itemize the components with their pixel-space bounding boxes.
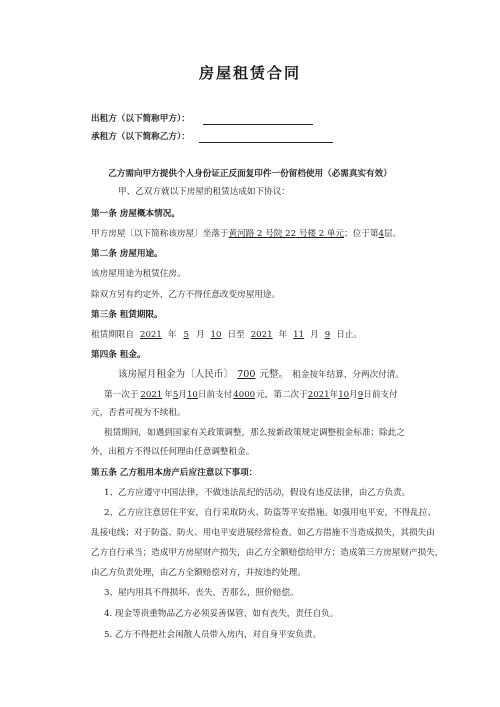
term-text: 租赁期限自 xyxy=(91,330,134,340)
article-1-prefix: 甲方房屋〔以下简称该房屋〕坐落于 xyxy=(91,229,229,239)
article-1-mid: ；位于第 xyxy=(344,229,379,239)
article-4-heading: 第四条 租金。 xyxy=(91,350,146,360)
intro-text: 甲、乙双方就以下房屋的租赁达成如下协议： xyxy=(118,187,290,197)
item-2-line-3: 乙方自行承当；造成甲方房屋财产损失，由乙方全额赔偿给甲方；造成第三方房屋财产损失， xyxy=(91,548,444,558)
rent-adjust-line-1: 租赁期间，如遇到国家有关政策调整，那么按新政策规定调整租金标准；除此之 xyxy=(104,428,405,438)
article-1-heading: 第一条 房屋概本情况。 xyxy=(91,209,180,219)
article-2-heading: 第二条 房屋用途。 xyxy=(91,249,163,259)
start-year: 2021 xyxy=(139,330,162,340)
payment-text: 月 xyxy=(178,390,187,400)
payment-text: 第一次于 xyxy=(104,390,139,400)
item-1: 1、乙方应遵守中国法律，不做违法乱纪的活动，假设有违反法律，由乙方负责。 xyxy=(104,488,411,498)
term-text: 年 xyxy=(167,330,177,340)
end-day: 9 xyxy=(324,330,331,340)
start-month: 5 xyxy=(183,330,189,340)
item-2-line-1: 2、乙方应注意居住平安，自行采取防火、防盗等平安措施。如强用电平安，不得乱拉、 xyxy=(104,508,437,518)
article-1-suffix: 层。 xyxy=(383,229,402,239)
first-pay-year: 2021 xyxy=(140,390,163,400)
first-pay-day: 10 xyxy=(186,390,198,400)
lessor-label: 出租方（以下简称甲方）： xyxy=(91,114,190,124)
article-3-heading: 第三条 租赁期限。 xyxy=(91,310,163,320)
payment-schedule-line-2: 元，否者可视为不续租。 xyxy=(91,408,186,418)
term-text: 日至 xyxy=(227,330,245,340)
lessee-line xyxy=(91,131,333,143)
payment-text: 日前支付 xyxy=(197,390,233,400)
article-5-heading: 第五条 乙方租用本房产后应注意以下事项： xyxy=(91,468,258,478)
id-copy-notice: 乙方需向甲方提供个人身份证正反面复印件一份留档使用（必需真实有效） xyxy=(108,169,392,179)
end-year: 2021 xyxy=(250,330,273,340)
item-3: 3、屋内用具不得损坏、丧失，否那么，照价赔偿。 xyxy=(104,588,299,598)
lessee-blank[interactable] xyxy=(199,132,333,143)
payment-text: 月 xyxy=(349,390,358,400)
rent-note: 租金按年结算，分两次付清。 xyxy=(292,370,404,380)
item-2-line-2: 乱接电线；对于防盗、防火、用电平安进展经常检查。如乙方措施不当造成损失，其损失由 xyxy=(91,528,435,538)
rent-suffix: 元整。 xyxy=(259,369,289,380)
payment-text: 日前支付 xyxy=(363,390,398,400)
item-5: 5. 乙方不得把社会闲散人员带入房内，对自身平安负责。 xyxy=(104,630,322,640)
term-text: 日止。 xyxy=(336,330,362,340)
rent-amount: 700 xyxy=(237,369,256,380)
term-text: 年 xyxy=(278,330,288,340)
second-pay-year: 2021 xyxy=(307,390,330,400)
first-pay-month: 5 xyxy=(172,390,179,400)
item-2-line-4: 由乙方负责处理，由乙方全额赔偿对方，并按违约处理。 xyxy=(91,568,306,578)
payment-text: 年 xyxy=(329,390,339,400)
payment-text: 元，第二次于 xyxy=(256,390,308,400)
rent-prefix: 该房屋月租金为〔人民币〕 xyxy=(118,369,234,380)
second-pay-month: 10 xyxy=(338,390,350,400)
first-pay-amount: 4000 xyxy=(233,390,256,400)
rent-adjust-line-2: 外，出租方不得以任何理由任意调整租金。 xyxy=(91,447,255,457)
start-day: 10 xyxy=(210,330,222,340)
property-address: 黄河路 2 号院 22 号楼 2 单元 xyxy=(228,229,345,239)
term-text: 月 xyxy=(195,330,205,340)
payment-schedule-line xyxy=(104,389,398,401)
lessor-blank[interactable] xyxy=(203,114,313,125)
second-pay-day: 9 xyxy=(357,390,364,400)
lessor-line xyxy=(91,113,313,125)
term-text: 月 xyxy=(310,330,319,340)
item-4: 4. 现金等贵重物品乙方必须妥善保管，如有丧失，责任自负。 xyxy=(104,609,339,619)
document-title: 房屋租赁合同 xyxy=(198,64,301,82)
article-2-text-2: 除双方另有约定外，乙方不得任意改变房屋用途。 xyxy=(91,290,281,300)
lessee-label: 承租方（以下简称乙方）： xyxy=(91,132,190,142)
lease-term-text xyxy=(91,329,362,341)
article-2-text-1: 该房屋用途为租赁住房。 xyxy=(91,269,186,279)
floor-number: 4 xyxy=(378,229,384,239)
payment-text: 年 xyxy=(164,390,173,400)
article-1-text xyxy=(91,228,401,240)
monthly-rent-line xyxy=(118,369,404,381)
end-month: 11 xyxy=(293,330,305,340)
